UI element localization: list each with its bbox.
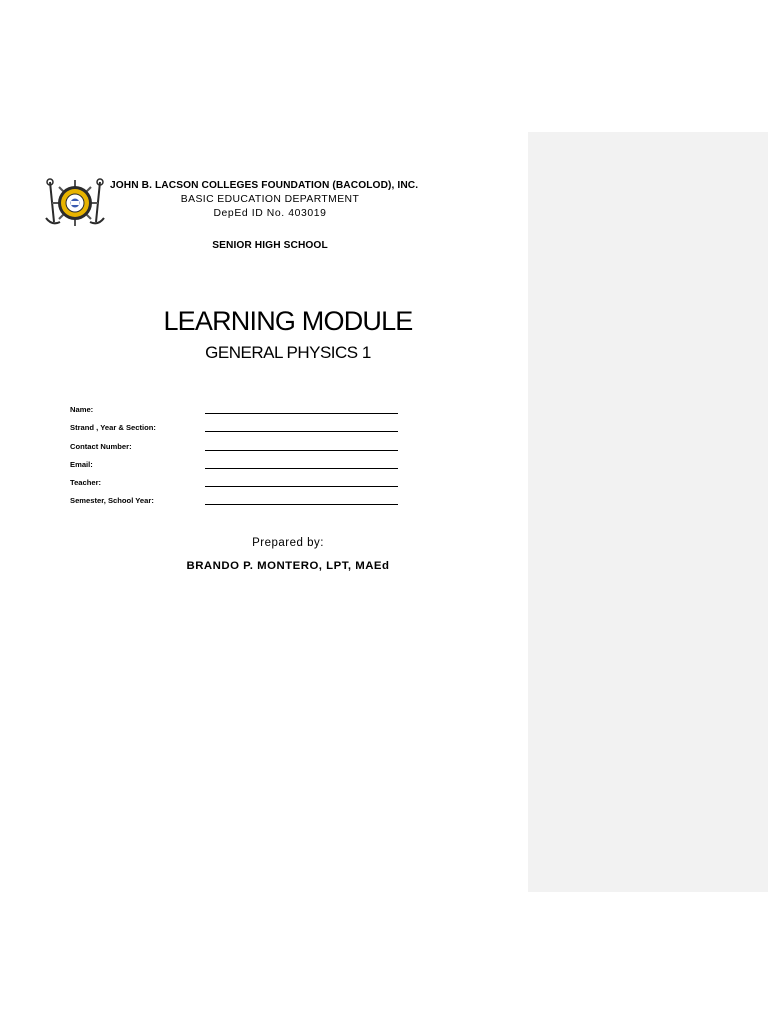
module-title: LEARNING MODULE [163, 306, 413, 336]
field-label: Contact Number: [70, 441, 132, 451]
field-label: Name: [70, 405, 94, 414]
field-row-teacher [70, 476, 410, 494]
field-blank-line [205, 504, 398, 505]
field-row-email [70, 458, 410, 476]
field-row-contact [70, 440, 410, 458]
field-label: Strand , Year & Section: [70, 423, 156, 433]
field-label: Semester, School Year: [70, 496, 154, 506]
field-label: Email: [70, 459, 93, 469]
school-level: SENIOR HIGH SCHOOL [212, 240, 328, 251]
field-blank-line [205, 431, 398, 432]
field-blank-line [205, 486, 398, 487]
field-row-semester [70, 494, 410, 512]
field-blank-line [205, 450, 398, 451]
institution-name: JOHN B. LACSON COLLEGES FOUNDATION (BACOLOD), INC. [110, 180, 419, 191]
field-row-strand [70, 421, 410, 439]
prepared-by-label: Prepared by: [252, 537, 324, 549]
student-info-form [70, 403, 410, 513]
comment-pane [528, 132, 768, 892]
field-label: Teacher: [70, 478, 102, 488]
school-seal-logo [44, 178, 106, 228]
field-blank-line [205, 468, 398, 469]
author-name: BRANDO P. MONTERO, LPT, MAEd [186, 560, 390, 572]
deped-id: DepEd ID No. 403019 [213, 208, 327, 219]
field-blank-line [205, 413, 398, 414]
department-name: BASIC EDUCATION DEPARTMENT [180, 194, 360, 205]
field-row-name [70, 403, 410, 421]
module-subject: GENERAL PHYSICS 1 [205, 343, 371, 362]
